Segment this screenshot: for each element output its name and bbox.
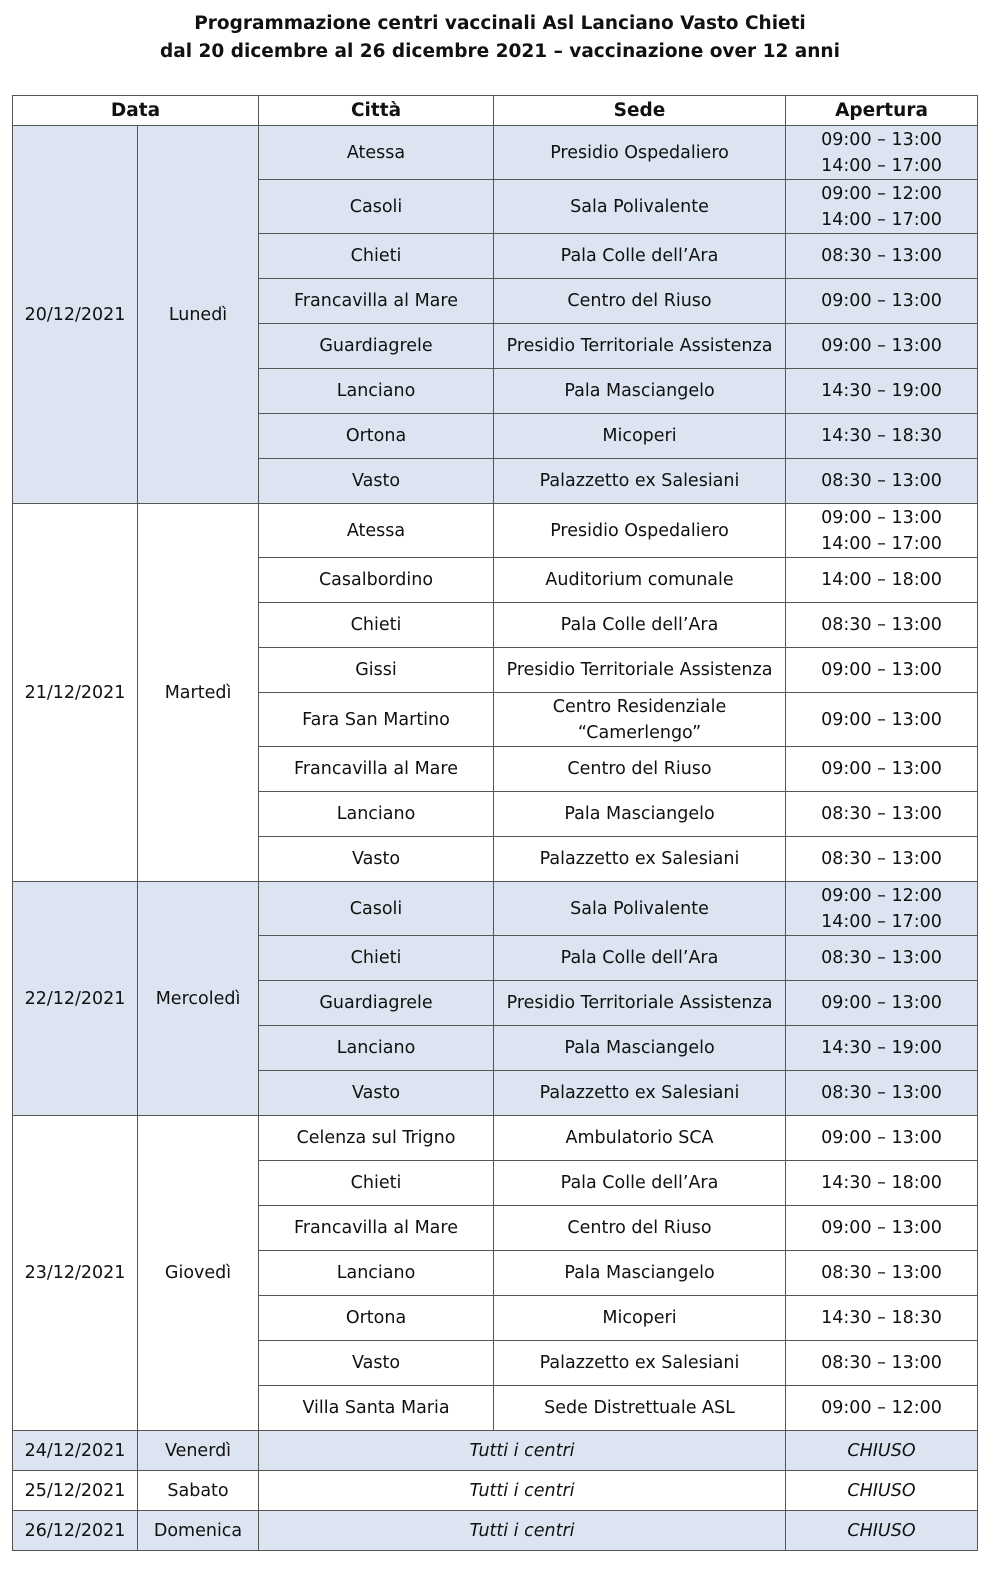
site-line: Sala Polivalente (570, 196, 709, 217)
hours-line: 08:30 – 13:00 (821, 948, 942, 968)
site-cell (494, 1386, 786, 1431)
schedule-body (13, 126, 978, 1551)
city-cell: Casalbordino (259, 558, 494, 603)
hours-line: 09:00 – 12:00 (821, 1398, 942, 1418)
city-cell: Chieti (259, 234, 494, 279)
site-cell (494, 1296, 786, 1341)
table-row (13, 882, 978, 936)
date-cell: 23/12/2021 (13, 1116, 138, 1431)
city-cell: Atessa (259, 504, 494, 558)
site-line: Pala Masciangelo (564, 1263, 715, 1283)
closed-row (13, 1431, 978, 1471)
site-line: Pala Colle dell’Ara (560, 948, 719, 968)
weekday-cell: Martedì (138, 504, 259, 882)
hours-cell (786, 1386, 978, 1431)
site-cell (494, 1116, 786, 1161)
hours-cell (786, 1296, 978, 1341)
hours-line: 08:30 – 13:00 (821, 849, 942, 869)
weekday-cell: Sabato (138, 1471, 259, 1511)
city-cell: Guardiagrele (259, 324, 494, 369)
hours-line: 08:30 – 13:00 (821, 1353, 942, 1373)
date-cell: 24/12/2021 (13, 1431, 138, 1471)
site-cell (494, 1341, 786, 1386)
status-cell: CHIUSO (786, 1511, 978, 1551)
title-line-2: dal 20 dicembre al 26 dicembre 2021 – vaccinazione over 12 anni (160, 41, 840, 62)
city-cell: Chieti (259, 936, 494, 981)
hours-cell (786, 324, 978, 369)
hours-line: 14:30 – 18:00 (821, 1173, 942, 1193)
hours-cell (786, 1116, 978, 1161)
site-line: Sede Distrettuale ASL (544, 1398, 735, 1418)
date-cell: 22/12/2021 (13, 882, 138, 1116)
site-line: Pala Colle dell’Ara (560, 1173, 719, 1193)
hours-line: 09:00 – 13:00 (821, 1218, 942, 1238)
hours-line: 08:30 – 13:00 (821, 1263, 942, 1283)
site-line: Pala Masciangelo (564, 804, 715, 824)
hours-cell (786, 648, 978, 693)
site-line: Micoperi (602, 1308, 677, 1328)
hours-line: 14:00 – 17:00 (821, 155, 942, 176)
site-line: Presidio Territoriale Assistenza (506, 660, 773, 680)
site-cell (494, 180, 786, 234)
hours-cell (786, 234, 978, 279)
hours-line: 09:00 – 13:00 (821, 709, 942, 730)
site-line: Pala Masciangelo (564, 1038, 715, 1058)
hours-cell (786, 126, 978, 180)
site-cell (494, 369, 786, 414)
site-line: Palazzetto ex Salesiani (539, 471, 740, 491)
hours-cell (786, 1026, 978, 1071)
site-line: Centro del Riuso (567, 291, 712, 311)
hours-line: 14:00 – 17:00 (821, 533, 942, 554)
centers-cell: Tutti i centri (259, 1511, 786, 1551)
header-sede: Sede (494, 96, 786, 126)
page-title (0, 10, 1000, 66)
site-cell (494, 1206, 786, 1251)
status-cell: CHIUSO (786, 1471, 978, 1511)
city-cell: Lanciano (259, 792, 494, 837)
site-line: Presidio Ospedaliero (550, 520, 729, 541)
hours-line: 14:30 – 19:00 (821, 1038, 942, 1058)
site-cell (494, 279, 786, 324)
hours-cell (786, 693, 978, 747)
hours-line: 08:30 – 13:00 (821, 471, 942, 491)
hours-line: 08:30 – 13:00 (821, 246, 942, 266)
hours-line: 14:00 – 17:00 (821, 209, 942, 230)
weekday-cell: Domenica (138, 1511, 259, 1551)
date-cell: 26/12/2021 (13, 1511, 138, 1551)
hours-cell (786, 369, 978, 414)
hours-cell (786, 837, 978, 882)
hours-line: 09:00 – 13:00 (821, 759, 942, 779)
hours-cell (786, 747, 978, 792)
site-cell (494, 1251, 786, 1296)
hours-cell (786, 792, 978, 837)
site-cell (494, 504, 786, 558)
hours-line: 14:00 – 17:00 (821, 911, 942, 932)
hours-cell (786, 414, 978, 459)
hours-line: 09:00 – 12:00 (821, 183, 942, 204)
site-cell (494, 1161, 786, 1206)
site-cell (494, 693, 786, 747)
site-line: Centro del Riuso (567, 1218, 712, 1238)
site-line: Palazzetto ex Salesiani (539, 1083, 740, 1103)
city-cell: Vasto (259, 459, 494, 504)
weekday-cell: Venerdì (138, 1431, 259, 1471)
site-line: Pala Colle dell’Ara (560, 615, 719, 635)
date-cell: 21/12/2021 (13, 504, 138, 882)
city-cell: Vasto (259, 1341, 494, 1386)
city-cell: Ortona (259, 1296, 494, 1341)
header-apertura: Apertura (786, 96, 978, 126)
hours-line: 08:30 – 13:00 (821, 1083, 942, 1103)
city-cell: Francavilla al Mare (259, 279, 494, 324)
city-cell: Vasto (259, 1071, 494, 1116)
date-cell: 25/12/2021 (13, 1471, 138, 1511)
city-cell: Vasto (259, 837, 494, 882)
hours-line: 08:30 – 13:00 (821, 615, 942, 635)
city-cell: Francavilla al Mare (259, 1206, 494, 1251)
site-cell (494, 837, 786, 882)
site-cell (494, 882, 786, 936)
date-cell: 20/12/2021 (13, 126, 138, 504)
site-line: Presidio Territoriale Assistenza (506, 993, 773, 1013)
hours-cell (786, 882, 978, 936)
hours-line: 09:00 – 13:00 (821, 1128, 942, 1148)
site-cell (494, 648, 786, 693)
site-line: Ambulatorio SCA (565, 1128, 714, 1148)
city-cell: Villa Santa Maria (259, 1386, 494, 1431)
site-line: Presidio Territoriale Assistenza (506, 336, 773, 356)
site-cell (494, 234, 786, 279)
hours-line: 09:00 – 13:00 (821, 660, 942, 680)
site-cell (494, 324, 786, 369)
site-cell (494, 558, 786, 603)
title-line-1: Programmazione centri vaccinali Asl Lanciano Vasto Chieti (194, 13, 806, 34)
city-cell: Casoli (259, 180, 494, 234)
site-line: Palazzetto ex Salesiani (539, 849, 740, 869)
hours-cell (786, 1161, 978, 1206)
site-line: Auditorium comunale (545, 570, 734, 590)
site-cell (494, 747, 786, 792)
site-line: Micoperi (602, 426, 677, 446)
site-line: Palazzetto ex Salesiani (539, 1353, 740, 1373)
hours-cell (786, 1341, 978, 1386)
hours-cell (786, 981, 978, 1026)
city-cell: Chieti (259, 603, 494, 648)
centers-cell: Tutti i centri (259, 1471, 786, 1511)
hours-cell (786, 1206, 978, 1251)
hours-cell (786, 1251, 978, 1296)
site-line: Pala Masciangelo (564, 381, 715, 401)
header-citta: Città (259, 96, 494, 126)
hours-line: 09:00 – 12:00 (821, 885, 942, 906)
site-line: Sala Polivalente (570, 898, 709, 919)
city-cell: Gissi (259, 648, 494, 693)
hours-cell (786, 180, 978, 234)
weekday-cell: Giovedì (138, 1116, 259, 1431)
site-cell (494, 792, 786, 837)
city-cell: Lanciano (259, 369, 494, 414)
hours-cell (786, 603, 978, 648)
hours-line: 09:00 – 13:00 (821, 336, 942, 356)
city-cell: Ortona (259, 414, 494, 459)
hours-cell (786, 1071, 978, 1116)
site-cell (494, 459, 786, 504)
site-line: Centro Residenziale (552, 696, 727, 717)
site-line: Centro del Riuso (567, 759, 712, 779)
site-cell (494, 414, 786, 459)
city-cell: Chieti (259, 1161, 494, 1206)
table-row (13, 504, 978, 558)
site-cell (494, 936, 786, 981)
site-cell (494, 1026, 786, 1071)
city-cell: Atessa (259, 126, 494, 180)
site-cell (494, 126, 786, 180)
hours-cell (786, 558, 978, 603)
site-line: “Camerlengo” (577, 722, 702, 743)
site-cell (494, 1071, 786, 1116)
hours-line: 14:30 – 19:00 (821, 381, 942, 401)
hours-line: 09:00 – 13:00 (821, 507, 942, 528)
site-line: Presidio Ospedaliero (550, 142, 729, 163)
table-row (13, 126, 978, 180)
hours-line: 08:30 – 13:00 (821, 804, 942, 824)
hours-line: 09:00 – 13:00 (821, 993, 942, 1013)
header-data: Data (13, 96, 259, 126)
hours-cell (786, 504, 978, 558)
city-cell: Lanciano (259, 1026, 494, 1071)
site-cell (494, 603, 786, 648)
weekday-cell: Mercoledì (138, 882, 259, 1116)
closed-row (13, 1471, 978, 1511)
city-cell: Guardiagrele (259, 981, 494, 1026)
weekday-cell: Lunedì (138, 126, 259, 504)
hours-line: 14:30 – 18:30 (821, 426, 942, 446)
header-row (13, 96, 978, 126)
site-line: Pala Colle dell’Ara (560, 246, 719, 266)
hours-line: 09:00 – 13:00 (821, 291, 942, 311)
centers-cell: Tutti i centri (259, 1431, 786, 1471)
table-row (13, 1116, 978, 1161)
city-cell: Fara San Martino (259, 693, 494, 747)
city-cell: Lanciano (259, 1251, 494, 1296)
status-cell: CHIUSO (786, 1431, 978, 1471)
hours-line: 14:30 – 18:30 (821, 1308, 942, 1328)
hours-cell (786, 279, 978, 324)
city-cell: Francavilla al Mare (259, 747, 494, 792)
hours-line: 09:00 – 13:00 (821, 129, 942, 150)
hours-cell (786, 459, 978, 504)
schedule-table (12, 95, 978, 1551)
city-cell: Celenza sul Trigno (259, 1116, 494, 1161)
hours-line: 14:00 – 18:00 (821, 570, 942, 590)
city-cell: Casoli (259, 882, 494, 936)
hours-cell (786, 936, 978, 981)
site-cell (494, 981, 786, 1026)
closed-row (13, 1511, 978, 1551)
